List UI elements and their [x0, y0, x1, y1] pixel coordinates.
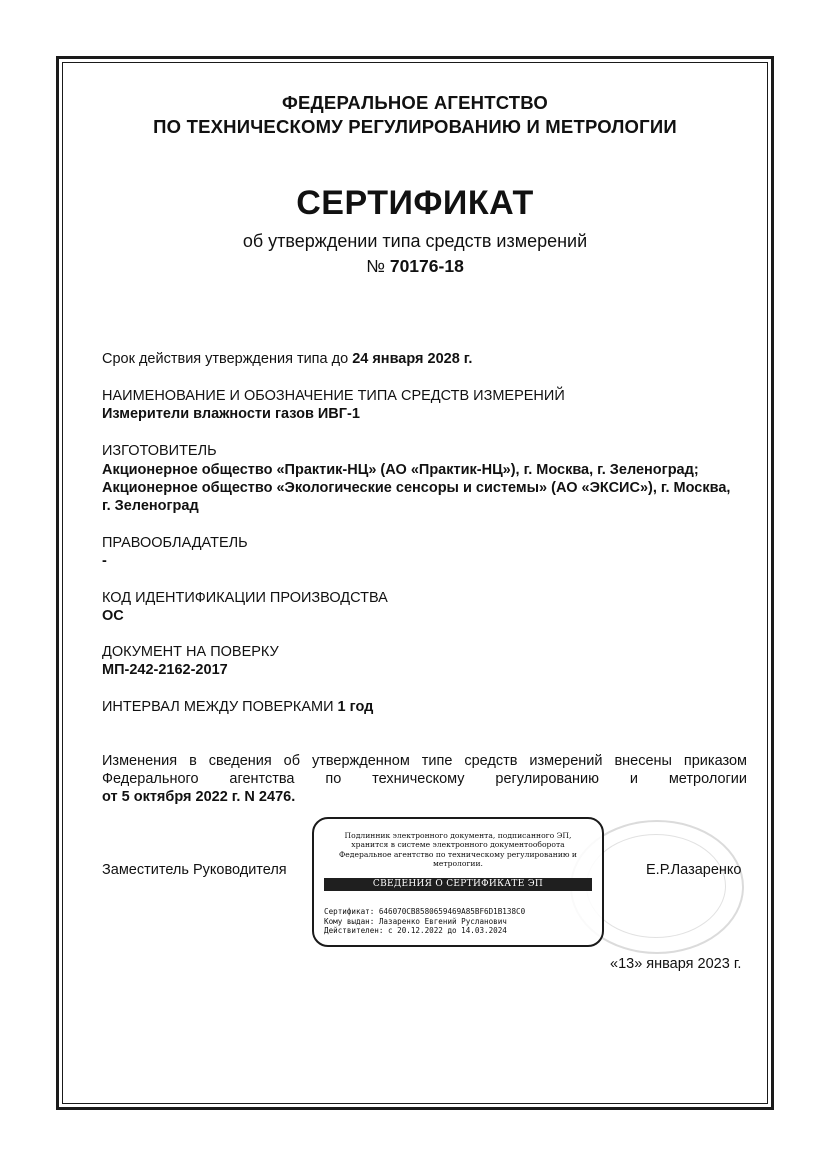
- signature-date: «13» января 2023 г.: [610, 956, 742, 972]
- interval-value: 1 год: [337, 699, 374, 715]
- interval-label: ИНТЕРВАЛ МЕЖДУ ПОВЕРКАМИ: [102, 699, 334, 715]
- certificate-number: 70176-18: [389, 256, 464, 276]
- ep-details: [324, 907, 525, 936]
- ep-valid: Действителен: с 20.12.2022 до 14.03.2024: [324, 926, 507, 936]
- name-value: Измерители влажности газов ИВГ-1: [102, 406, 360, 422]
- certificate-subtitle: об утверждении типа средств измерений: [242, 231, 588, 251]
- changes-line-2: Федерального агентства по техническому регулированию и метрологии: [102, 771, 747, 787]
- ep-note-line-2: хранится в системе электронного документооборота: [351, 840, 565, 850]
- manufacturer-line-2: Акционерное общество «Экологические сенсоры и системы» (АО «ЭКСИС»), г. Москва,: [102, 480, 731, 496]
- validity-line: [102, 350, 472, 368]
- verification-doc-label: ДОКУМЕНТ НА ПОВЕРКУ: [102, 644, 279, 660]
- official-seal-inner-ring: [586, 834, 726, 938]
- signer-name: Е.Р.Лазаренко: [646, 862, 742, 878]
- ep-note-line-3: Федеральное агентство по техническому регулированию и: [339, 849, 577, 859]
- verification-doc-value: МП-242-2162-2017: [102, 662, 228, 678]
- signer-position: Заместитель Руководителя: [102, 862, 287, 878]
- changes-line-3: от 5 октября 2022 г. N 2476.: [102, 789, 296, 805]
- manufacturer-line-1: Акционерное общество «Практик-НЦ» (АО «Практик-НЦ»), г. Москва, г. Зеленоград;: [102, 462, 699, 478]
- production-code-value: ОС: [102, 608, 124, 624]
- name-label: НАИМЕНОВАНИЕ И ОБОЗНАЧЕНИЕ ТИПА СРЕДСТВ ИЗМЕРЕНИЙ: [102, 388, 565, 404]
- ep-certificate: Сертификат: 646070CB8580659469A85BF6D1B138C0: [324, 907, 526, 916]
- certificate-title: СЕРТИФИКАТ: [296, 184, 534, 222]
- rightholder-label: ПРАВООБЛАДАТЕЛЬ: [102, 535, 248, 551]
- ep-title-bar: СВЕДЕНИЯ О СЕРТИФИКАТЕ ЭП: [324, 878, 592, 891]
- rightholder-value: -: [102, 553, 107, 569]
- certificate-number-line: [62, 256, 768, 277]
- ep-note-line-1: Подлинник электронного документа, подписанного ЭП,: [344, 831, 572, 840]
- ep-issued-to: Кому выдан: Лазаренко Евгений Русланович: [324, 916, 507, 926]
- number-prefix: №: [366, 256, 385, 276]
- agency-line-2: ПО ТЕХНИЧЕСКОМУ РЕГУЛИРОВАНИЮ И МЕТРОЛОГИИ: [153, 116, 677, 137]
- ep-note: [314, 831, 602, 869]
- manufacturer-label: ИЗГОТОВИТЕЛЬ: [102, 443, 217, 459]
- interval-line: [102, 698, 373, 716]
- electronic-signature-stamp: [312, 817, 604, 947]
- validity-label: Срок действия утверждения типа до: [102, 351, 349, 367]
- manufacturer-line-3: г. Зеленоград: [102, 498, 199, 514]
- production-code-label: КОД ИДЕНТИФИКАЦИИ ПРОИЗВОДСТВА: [102, 590, 388, 606]
- validity-date: 24 января 2028 г.: [352, 351, 473, 367]
- ep-note-line-4: метрологии.: [433, 859, 483, 869]
- agency-line-1: ФЕДЕРАЛЬНОЕ АГЕНТСТВО: [282, 92, 548, 113]
- changes-line-1: Изменения в сведения об утвержденном типе средств измерений внесены приказом: [102, 753, 747, 769]
